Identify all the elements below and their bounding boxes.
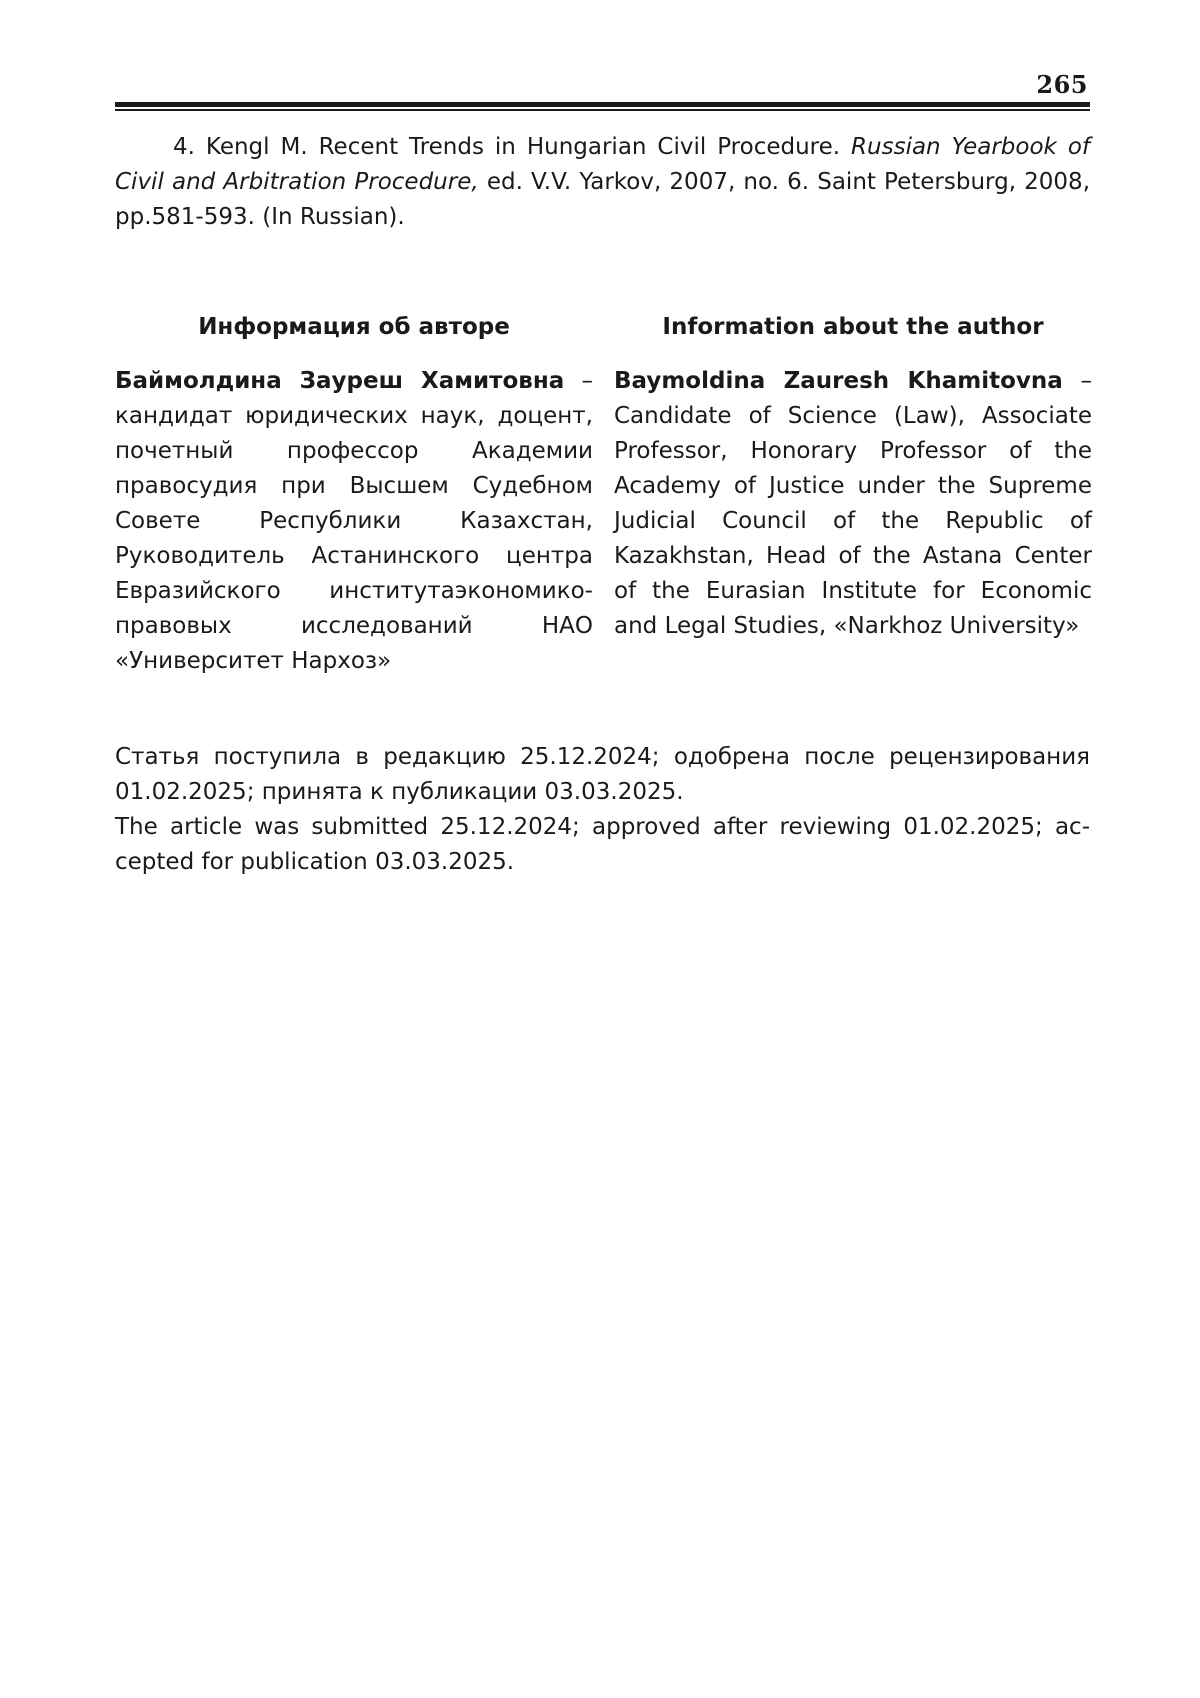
author-name-en: Baymoldina Zauresh Khamitovna (614, 368, 1063, 394)
author-name-ru: Баймолдина Зауреш Хамитовна (115, 368, 565, 394)
author-bio-ru (115, 364, 593, 679)
article-dates (115, 740, 1090, 880)
reference-lead: 4. Kengl M. Recent Trends in Hungarian Civil Procedure. (173, 134, 852, 160)
author-info-heading-ru: Информация об авторе (198, 314, 510, 340)
reference-journal-title: Russian Yearbook of Civil and Arbitration Procedure, (115, 134, 1090, 195)
author-info-russian (115, 310, 593, 679)
page-number: 265 (1036, 70, 1088, 99)
header-rule-thick-line (115, 102, 1090, 107)
article-dates-ru: Статья поступила в редакцию 25.12.2024; одобрена после рецензирования 01.02.2025; принята к публикации 03.03.2025. (115, 744, 1090, 805)
header-rule (115, 102, 1090, 112)
author-info-heading-en: Information about the author (662, 314, 1044, 340)
header-rule-thin-line (115, 109, 1090, 111)
author-info-english (614, 310, 1092, 644)
author-bio-text-ru: – кандидат юридических наук, доцент, почетный профессор Академии правосудия при Высшем Судебном Совете Республики Казахстан, Руководитель Астанинского центра Евразийского институтаэкономико-правовых исследований НАО «Университет Нархоз» (115, 368, 594, 674)
author-bio-en (614, 364, 1092, 644)
reference-tail: ed. V.V. Yarkov, 2007, no. 6. Saint Petersburg, 2008, pp.581-593. (In Russian). (115, 169, 1091, 230)
reference-entry (115, 130, 1090, 235)
author-bio-text-en: – Candidate of Science (Law), Associate Professor, Honorary Professor of the Academy of Justice under the Supreme Judicial Council of the Republic of Kazakhstan, Head of the Astana Center of the Eurasian Institute for Economic and Legal Studies, «Narkhoz University» (614, 368, 1092, 639)
article-dates-en: The article was submitted 25.12.2024; approved after reviewing 01.02.2025; ac-cepted for publication 03.03.2025. (115, 814, 1090, 875)
